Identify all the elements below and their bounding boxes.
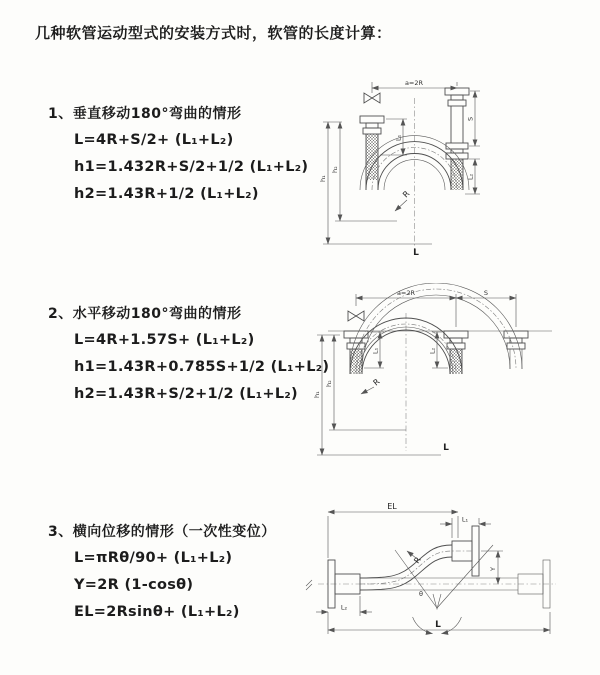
dim-label-l1: L₁	[371, 347, 380, 354]
dim-label-s: S	[483, 289, 489, 297]
formula-length: L=πRθ/90+ (L₁+L₂)	[74, 550, 233, 566]
dim-label-l: L	[413, 248, 419, 258]
braid-section	[451, 349, 462, 374]
section-1-heading: 1、垂直移动180°弯曲的情形	[48, 106, 242, 122]
formula-y: Y=2R (1-cosθ)	[74, 577, 194, 593]
section-vertical-movement	[48, 103, 308, 213]
formula-el: EL=2Rsinθ+ (L₁+L₂)	[74, 604, 240, 620]
formula-length: L=4R+1.57S+ (L₁+L₂)	[74, 332, 255, 348]
formula-h1: h1=1.43R+0.785S+1/2 (L₁+L₂)	[74, 359, 330, 375]
dim-label-h2: h₂	[331, 166, 339, 173]
valve-icon	[348, 311, 364, 321]
section-horizontal-movement	[48, 303, 329, 413]
valve-icon	[364, 93, 380, 103]
dim-label-l2: L₂	[340, 603, 348, 612]
diagram-vertical-180	[312, 70, 597, 260]
formula-h2: h2=1.43R+S/2+1/2 (L₁+L₂)	[74, 386, 298, 402]
formula-h1: h1=1.432R+S/2+1/2 (L₁+L₂)	[74, 159, 309, 175]
angle-construction	[395, 545, 493, 634]
dim-label-h1: h₁	[313, 391, 321, 398]
dim-label-l: L	[435, 620, 441, 630]
braid-section	[367, 134, 378, 180]
hose-s-curve	[360, 545, 472, 590]
dim-label-h1: h₁	[319, 175, 327, 182]
formula-length: L=4R+S/2+ (L₁+L₂)	[74, 132, 234, 148]
formula-h2: h2=1.43R+1/2 (L₁+L₂)	[74, 186, 259, 202]
dim-label-r: R	[371, 377, 382, 388]
radius-leader	[361, 387, 374, 394]
section-2-heading: 2、水平移动180°弯曲的情形	[48, 306, 242, 322]
dim-label-h2: h₂	[325, 380, 333, 387]
hose-u-bend-moved	[350, 283, 522, 369]
dim-label-l: L	[443, 443, 449, 453]
diagram-lateral-displacement	[300, 494, 595, 649]
section-3-heading: 3、横向位移的情形（一次性变位）	[48, 524, 276, 540]
dim-label-r: R	[412, 555, 423, 566]
extension-lines	[356, 294, 516, 327]
dim-label-y: Y	[489, 567, 497, 571]
dim-label-l2: L₂	[428, 347, 437, 354]
section-lateral-displacement	[48, 521, 276, 631]
dim-label-l1: L₁	[461, 515, 469, 524]
break-mark	[306, 580, 312, 590]
radius-leader	[395, 200, 407, 211]
dim-label-l1: L₁	[394, 134, 403, 141]
right-pipe-fitting	[445, 88, 469, 159]
dim-label-a2r: a=2R	[404, 79, 424, 87]
dim-label-el: EL	[387, 502, 397, 511]
dim-label-l2: L₂	[466, 173, 475, 180]
dim-label-r: R	[401, 189, 412, 200]
diagram-horizontal-180	[306, 283, 596, 458]
left-pipe-fitting	[360, 116, 384, 134]
dim-label-s: S	[466, 116, 475, 121]
dim-label-a2r: a=2R	[396, 289, 416, 297]
extension-lines	[328, 516, 458, 558]
page-title: 几种软管运动型式的安装方式时，软管的长度计算：	[35, 24, 392, 42]
dim-label-theta: θ	[419, 590, 423, 598]
